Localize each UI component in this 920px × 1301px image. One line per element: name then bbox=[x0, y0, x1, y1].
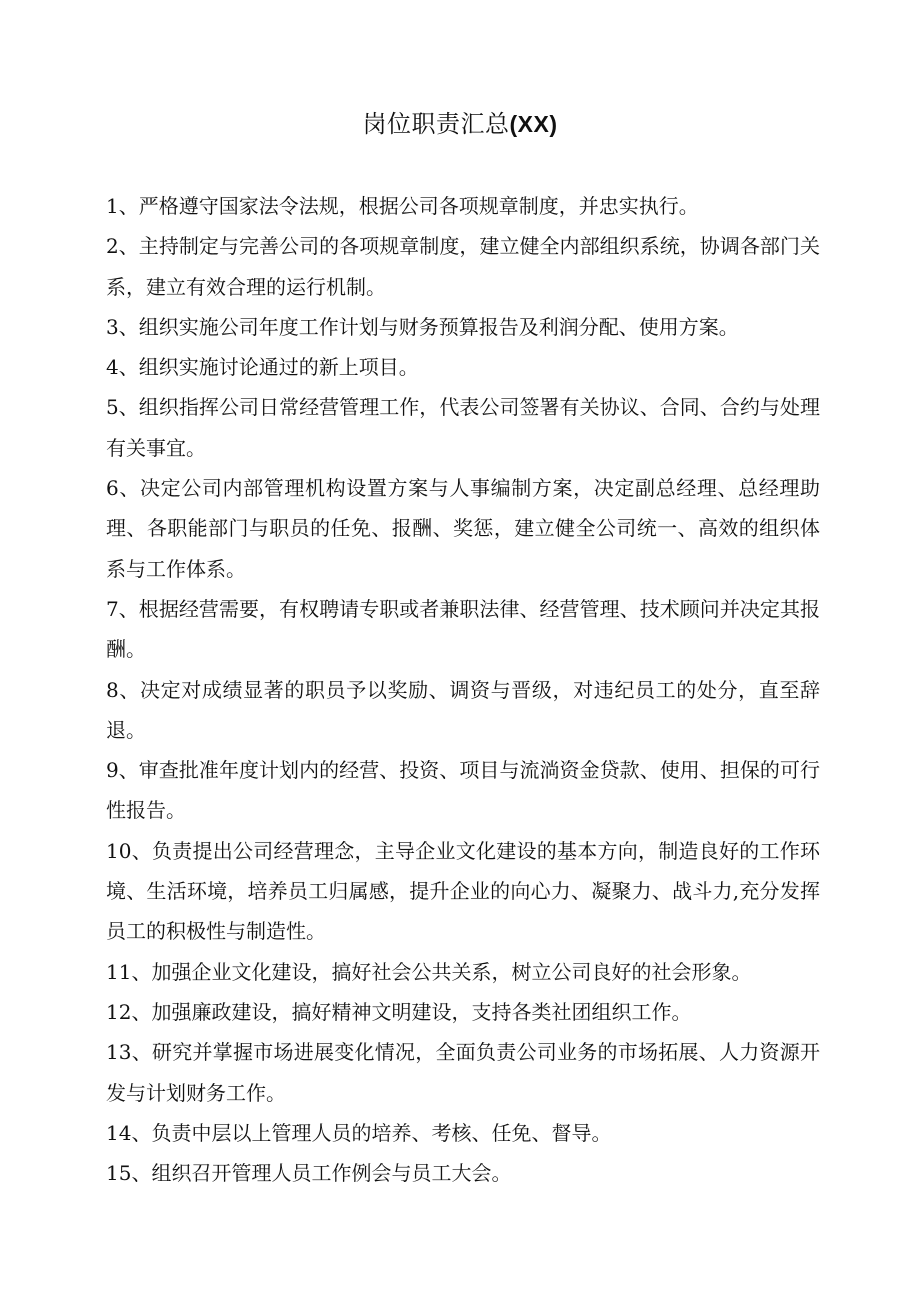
duty-item-2: 2、主持制定与完善公司的各项规章制度，建立健全内部组织系统，协调各部门关系，建立有效合理的运行机制。 bbox=[106, 234, 820, 299]
duty-item-14: 14、负责中层以上管理人员的培养、考核、任免、督导。 bbox=[106, 1120, 612, 1145]
page-title bbox=[0, 104, 920, 144]
duty-item-7: 7、根据经营需要，有权聘请专职或者兼职法律、经营管理、技术顾问并决定其报酬。 bbox=[106, 596, 820, 662]
page-title-main: 岗位职责汇总 bbox=[362, 110, 510, 138]
duty-item-13: 13、研究并掌握市场进展变化情况，全面负责公司业务的市场拓展、人力资源开发与计划财务工作。 bbox=[106, 1040, 820, 1105]
duty-item-3: 3、组织实施公司年度工作计划与财务预算报告及利润分配、使用方案。 bbox=[106, 314, 739, 339]
duty-item-15: 15、组织召开管理人员工作例会与员工大会。 bbox=[106, 1161, 512, 1186]
duty-item-10: 10、负责提出公司经营理念，主导企业文化建设的基本方向，制造良好的工作环境、生活环境，培养员工归属感，提升企业的向心力、凝聚力、战斗力,充分发挥员工的积极性与制造性。 bbox=[106, 838, 820, 944]
duty-list bbox=[106, 186, 820, 1193]
duty-item-5: 5、组织指挥公司日常经营管理工作，代表公司签署有关协议、合同、合约与处理有关事宜。 bbox=[106, 395, 820, 460]
duty-item-11: 11、加强企业文化建设，搞好社会公共关系，树立公司良好的社会形象。 bbox=[106, 959, 752, 984]
duty-item-1: 1、严格遵守国家法令法规，根据公司各项规章制度，并忠实执行。 bbox=[106, 194, 699, 218]
page-title-suffix: (XX) bbox=[509, 111, 558, 137]
duty-item-8: 8、决定对成绩显著的职员予以奖励、调资与晋级，对违纪员工的处分，直至辞退。 bbox=[106, 677, 820, 742]
duty-item-12: 12、加强廉政建设，搞好精神文明建设，支持各类社团组织工作。 bbox=[106, 999, 692, 1024]
duty-item-4: 4、组织实施讨论通过的新上项目。 bbox=[106, 355, 419, 380]
duty-item-9: 9、审查批准年度计划内的经营、投资、项目与流淌资金贷款、使用、担保的可行性报告。 bbox=[106, 758, 820, 823]
duty-item-6: 6、决定公司内部管理机构设置方案与人事编制方案，决定副总经理、总经理助理、各职能部门与职员的任免、报酬、奖惩，建立健全公司统一、高效的组织体系与工作体系。 bbox=[106, 476, 820, 581]
